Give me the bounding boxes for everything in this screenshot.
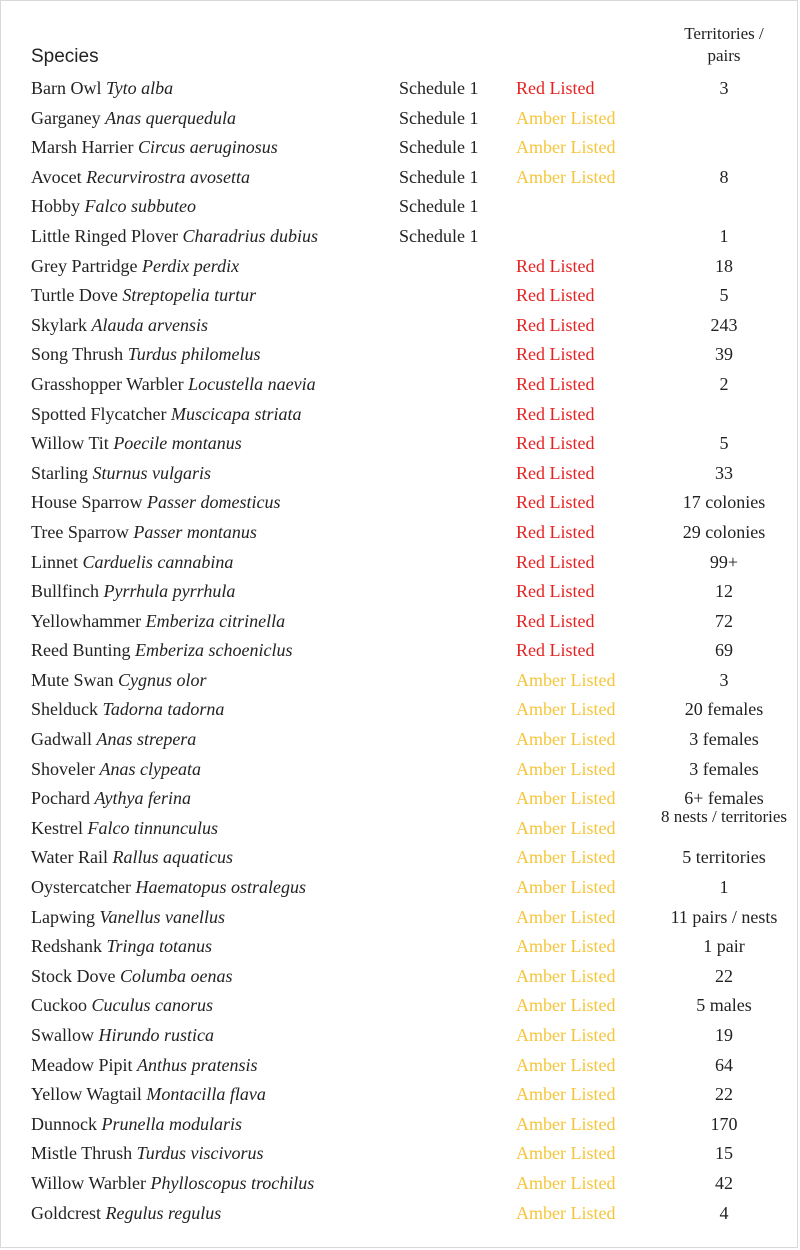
conservation-status: Red Listed <box>516 640 595 661</box>
territory-count: 19 <box>715 1025 733 1045</box>
table-row <box>1 431 800 461</box>
schedule-status: Schedule 1 <box>399 137 479 158</box>
species-name <box>31 1141 264 1165</box>
schedule-status: Schedule 1 <box>399 196 479 217</box>
conservation-status: Amber Listed <box>516 1054 616 1075</box>
territory-count: 1 <box>719 877 729 898</box>
species-name <box>31 520 257 544</box>
common-name: Oystercatcher <box>31 877 131 898</box>
table-row <box>1 461 800 491</box>
species-name <box>31 905 225 929</box>
common-name: House Sparrow <box>31 492 143 513</box>
table-row <box>1 1082 800 1112</box>
table-row <box>1 106 800 136</box>
territory-count: 243 <box>710 314 738 335</box>
territory-count: 8 nests / territories <box>660 806 788 826</box>
common-name: Dunnock <box>31 1113 97 1134</box>
scientific-name: Carduelis cannabina <box>82 551 234 572</box>
territory-count: 33 <box>715 462 733 483</box>
common-name: Skylark <box>31 314 87 335</box>
conservation-status: Red Listed <box>516 344 595 365</box>
table-row <box>1 638 800 668</box>
common-name: Barn Owl <box>31 78 102 98</box>
territories-header-line2: pairs <box>707 46 741 65</box>
table-row <box>1 1141 800 1171</box>
territory-count: 15 <box>715 1143 733 1164</box>
species-name <box>31 934 212 958</box>
scientific-name: Rallus aquaticus <box>112 847 234 868</box>
scientific-name: Turdus philomelus <box>127 344 261 365</box>
schedule-status: Schedule 1 <box>399 107 479 128</box>
common-name: Yellow Wagtail <box>31 1084 142 1105</box>
species-name <box>31 1082 266 1106</box>
species-name <box>31 1053 258 1077</box>
table-row <box>1 579 800 609</box>
territory-count: 1 pair <box>703 936 745 957</box>
species-name <box>31 875 306 899</box>
scientific-name: Passer domesticus <box>146 492 281 513</box>
territories-header-line1: Territories / <box>684 24 764 43</box>
scientific-name: Tadorna tadorna <box>102 699 225 720</box>
territory-count: 5 <box>719 285 729 306</box>
table-row <box>1 1201 800 1231</box>
common-name: Goldcrest <box>31 1202 101 1223</box>
territory-count: 39 <box>715 344 733 365</box>
table-row <box>1 993 800 1023</box>
species-name <box>31 1112 242 1136</box>
species-name <box>31 1171 314 1195</box>
territory-count: 72 <box>715 610 733 631</box>
territory-count: 69 <box>715 640 733 661</box>
common-name: Willow Warbler <box>31 1172 146 1193</box>
conservation-status: Red Listed <box>516 521 595 542</box>
common-name: Meadow Pipit <box>31 1054 133 1075</box>
table-row <box>1 224 800 254</box>
species-name <box>31 786 191 810</box>
common-name: Lapwing <box>31 906 95 927</box>
common-name: Shelduck <box>31 699 98 720</box>
common-name: Marsh Harrier <box>31 137 134 158</box>
common-name: Reed Bunting <box>31 640 131 661</box>
scientific-name: Streptopelia turtur <box>122 285 257 306</box>
species-name <box>31 254 239 278</box>
species-name <box>31 638 292 662</box>
common-name: Gadwall <box>31 729 92 750</box>
table-row <box>1 283 800 313</box>
common-name: Bullfinch <box>31 581 99 602</box>
species-name <box>31 224 318 248</box>
table-row <box>1 135 800 165</box>
scientific-name: Vanellus vanellus <box>99 906 225 927</box>
species-name <box>31 165 250 189</box>
table-row <box>1 964 800 994</box>
common-name: Mistle Thrush <box>31 1143 133 1164</box>
table-row <box>1 1171 800 1201</box>
scientific-name: Cygnus olor <box>118 669 207 690</box>
table-row <box>1 490 800 520</box>
territory-count: 64 <box>715 1054 733 1075</box>
territory-count: 17 colonies <box>682 492 766 513</box>
common-name: Redshank <box>31 936 102 957</box>
table-row <box>1 845 800 875</box>
table-row <box>1 550 800 580</box>
territory-count: 6+ females <box>684 788 764 809</box>
scientific-name: Poecile montanus <box>113 433 242 454</box>
common-name: Grey Partridge <box>31 255 138 276</box>
species-name <box>31 106 236 130</box>
conservation-status: Amber Listed <box>516 877 616 898</box>
territory-count: 170 <box>710 1113 738 1134</box>
species-name <box>31 609 285 633</box>
scientific-name: Circus aeruginosus <box>137 137 278 158</box>
common-name: Song Thrush <box>31 344 124 365</box>
common-name: Starling <box>31 462 88 483</box>
common-name: Pochard <box>31 788 90 809</box>
schedule-status: Schedule 1 <box>399 78 479 98</box>
scientific-name: Emberiza schoeniclus <box>135 640 293 661</box>
common-name: Tree Sparrow <box>31 521 129 542</box>
table-row <box>1 194 800 224</box>
species-name <box>31 313 208 337</box>
common-name: Spotted Flycatcher <box>31 403 167 424</box>
territory-count: 3 <box>719 78 729 98</box>
territory-count: 18 <box>715 255 733 276</box>
species-name <box>31 431 242 455</box>
species-name <box>31 668 207 692</box>
species-name <box>31 727 196 751</box>
territory-count: 11 pairs / nests <box>670 906 778 927</box>
conservation-status: Red Listed <box>516 581 595 602</box>
table-row <box>1 727 800 757</box>
table-row <box>1 609 800 639</box>
territories-column-header <box>661 23 787 67</box>
table-row <box>1 875 800 905</box>
scientific-name: Haematopus ostralegus <box>135 877 306 898</box>
common-name: Garganey <box>31 107 101 128</box>
species-name <box>31 342 261 366</box>
territory-count: 12 <box>715 581 733 602</box>
common-name: Willow Tit <box>31 433 109 454</box>
conservation-status: Amber Listed <box>516 729 616 750</box>
scientific-name: Anas querquedula <box>105 107 236 128</box>
territory-count: 8 <box>719 166 729 187</box>
scientific-name: Hirundo rustica <box>98 1025 215 1045</box>
scientific-name: Falco subbuteo <box>84 196 196 217</box>
table-row <box>1 905 800 935</box>
conservation-status: Amber Listed <box>516 906 616 927</box>
table-row <box>1 342 800 372</box>
scientific-name: Alauda arvensis <box>91 314 208 335</box>
territory-count: 3 females <box>689 758 759 779</box>
table-row <box>1 697 800 727</box>
scientific-name: Emberiza citrinella <box>145 610 286 631</box>
territory-count: 3 <box>719 669 729 690</box>
conservation-status: Red Listed <box>516 285 595 306</box>
common-name: Stock Dove <box>31 965 116 986</box>
conservation-status: Amber Listed <box>516 758 616 779</box>
scientific-name: Montacilla flava <box>146 1084 266 1105</box>
conservation-status: Amber Listed <box>516 936 616 957</box>
species-name <box>31 550 233 574</box>
table-row <box>1 372 800 402</box>
conservation-status: Amber Listed <box>516 166 616 187</box>
species-name <box>31 1201 221 1225</box>
territory-count: 3 females <box>689 729 759 750</box>
conservation-status: Red Listed <box>516 78 595 98</box>
scientific-name: Columba oenas <box>120 965 233 986</box>
scientific-name: Locustella naevia <box>188 373 316 394</box>
scientific-name: Turdus viscivorus <box>136 1143 264 1164</box>
common-name: Little Ringed Plover <box>31 225 178 246</box>
species-name <box>31 402 301 426</box>
conservation-status: Amber Listed <box>516 1143 616 1164</box>
common-name: Yellowhammer <box>31 610 142 631</box>
conservation-status: Red Listed <box>516 255 595 276</box>
scientific-name: Cuculus canorus <box>91 995 213 1016</box>
conservation-status: Red Listed <box>516 433 595 454</box>
conservation-status: Red Listed <box>516 462 595 483</box>
table-row <box>1 668 800 698</box>
scientific-name: Anas strepera <box>96 729 197 750</box>
species-name <box>31 993 213 1017</box>
species-name <box>31 283 256 307</box>
schedule-status: Schedule 1 <box>399 225 479 246</box>
conservation-status: Amber Listed <box>516 1084 616 1105</box>
territory-count: 4 <box>719 1202 729 1223</box>
conservation-status: Amber Listed <box>516 699 616 720</box>
conservation-status: Amber Listed <box>516 1113 616 1134</box>
common-name: Kestrel <box>31 817 83 838</box>
common-name: Cuckoo <box>31 995 87 1016</box>
table-row <box>1 1112 800 1142</box>
scientific-name: Anthus pratensis <box>137 1054 258 1075</box>
table-row <box>1 520 800 550</box>
territory-count: 5 territories <box>682 847 766 868</box>
conservation-status: Red Listed <box>516 492 595 513</box>
conservation-status: Red Listed <box>516 610 595 631</box>
scientific-name: Recurvirostra avosetta <box>86 166 250 187</box>
common-name: Mute Swan <box>31 669 114 690</box>
table-row <box>1 76 800 106</box>
territory-count: 1 <box>719 225 729 246</box>
territory-count: 42 <box>715 1172 733 1193</box>
species-table <box>1 76 800 1230</box>
territory-count: 29 colonies <box>682 521 766 542</box>
territory-count: 5 males <box>696 995 752 1016</box>
conservation-status: Amber Listed <box>516 995 616 1016</box>
conservation-status: Red Listed <box>516 314 595 335</box>
territory-count: 22 <box>715 1084 733 1105</box>
scientific-name: Passer montanus <box>133 521 257 542</box>
conservation-status: Red Listed <box>516 551 595 572</box>
scientific-name: Phylloscopus trochilus <box>150 1172 315 1193</box>
species-column-header: Species <box>31 46 99 67</box>
species-name <box>31 372 316 396</box>
species-name <box>31 845 233 869</box>
species-name <box>31 579 235 603</box>
species-name <box>31 816 218 840</box>
territory-count: 99+ <box>709 551 739 572</box>
common-name: Water Rail <box>31 847 109 868</box>
table-row <box>1 1023 800 1053</box>
table-row <box>1 806 800 846</box>
species-name <box>31 461 211 485</box>
conservation-status: Amber Listed <box>516 137 616 158</box>
species-name <box>31 1023 214 1047</box>
conservation-status: Amber Listed <box>516 1202 616 1223</box>
conservation-status: Amber Listed <box>516 107 616 128</box>
table-row <box>1 402 800 432</box>
scientific-name: Tringa totanus <box>106 936 213 957</box>
table-row <box>1 254 800 284</box>
scientific-name: Pyrrhula pyrrhula <box>103 581 236 602</box>
scientific-name: Anas clypeata <box>99 758 201 779</box>
species-name <box>31 697 224 721</box>
table-row <box>1 1053 800 1083</box>
conservation-status: Amber Listed <box>516 788 616 809</box>
conservation-status: Amber Listed <box>516 1025 616 1045</box>
territory-count: 2 <box>719 373 729 394</box>
table-row <box>1 757 800 787</box>
common-name: Grasshopper Warbler <box>31 373 184 394</box>
scientific-name: Falco tinnunculus <box>87 817 218 838</box>
table-row <box>1 313 800 343</box>
scientific-name: Regulus regulus <box>105 1202 222 1223</box>
common-name: Swallow <box>31 1025 94 1045</box>
scientific-name: Tyto alba <box>106 78 174 98</box>
common-name: Linnet <box>31 551 78 572</box>
species-name <box>31 135 278 159</box>
table-header <box>1 1 800 71</box>
schedule-status: Schedule 1 <box>399 166 479 187</box>
conservation-status: Amber Listed <box>516 1172 616 1193</box>
species-name <box>31 964 233 988</box>
scientific-name: Aythya ferina <box>94 788 191 809</box>
common-name: Shoveler <box>31 758 95 779</box>
common-name: Turtle Dove <box>31 285 118 306</box>
scientific-name: Perdix perdix <box>141 255 240 276</box>
table-row <box>1 934 800 964</box>
conservation-status: Red Listed <box>516 373 595 394</box>
conservation-status: Amber Listed <box>516 669 616 690</box>
common-name: Hobby <box>31 196 80 217</box>
conservation-status: Amber Listed <box>516 847 616 868</box>
territory-count: 20 females <box>684 699 764 720</box>
table-row <box>1 165 800 195</box>
scientific-name: Sturnus vulgaris <box>92 462 212 483</box>
scientific-name: Prunella modularis <box>101 1113 243 1134</box>
conservation-status: Amber Listed <box>516 965 616 986</box>
territory-count: 5 <box>719 433 729 454</box>
species-name <box>31 490 280 514</box>
scientific-name: Muscicapa striata <box>170 403 302 424</box>
conservation-status: Red Listed <box>516 403 595 424</box>
species-name <box>31 76 173 100</box>
scientific-name: Charadrius dubius <box>182 225 319 246</box>
species-name <box>31 194 196 218</box>
species-name <box>31 757 201 781</box>
common-name: Avocet <box>31 166 82 187</box>
territory-count: 22 <box>715 965 733 986</box>
conservation-status: Amber Listed <box>516 817 616 838</box>
